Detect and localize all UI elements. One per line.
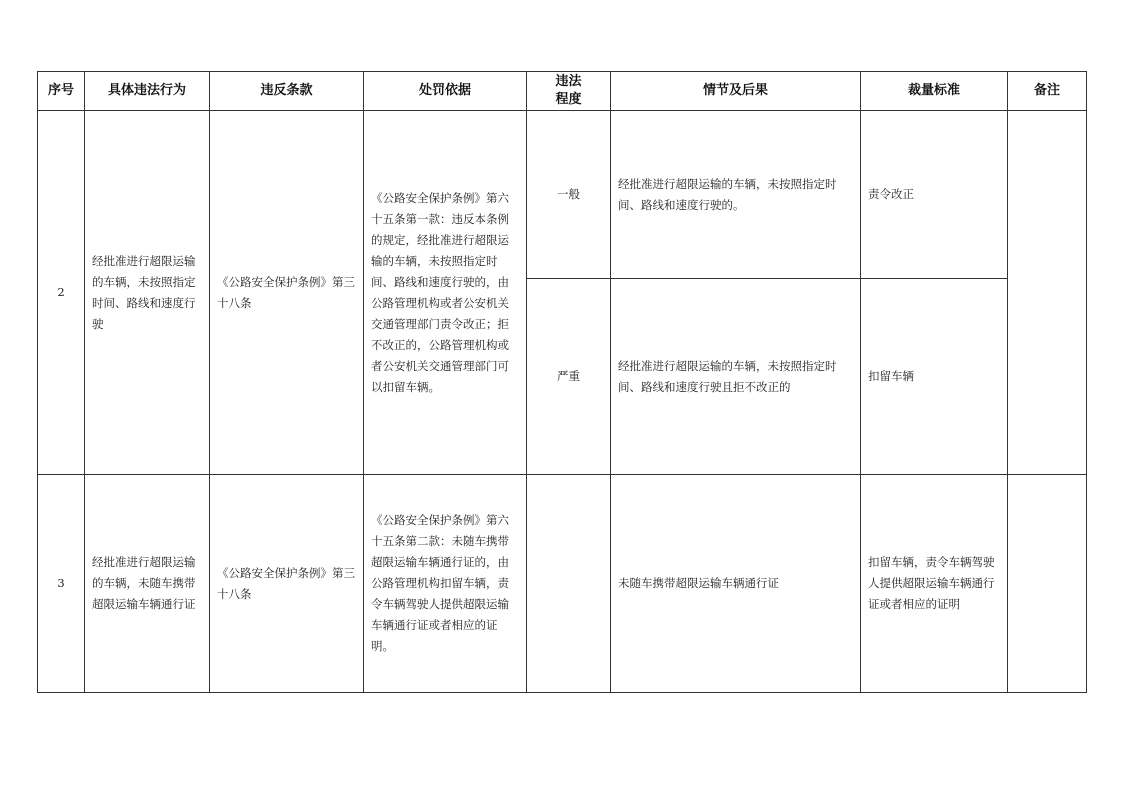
header-standard: 裁量标准 <box>861 72 1008 111</box>
row-basis: 《公路安全保护条例》第六十五条第二款：未随车携带超限运输车辆通行证的，由公路管理机构扣留车辆，责令车辆驾驶人提供超限运输车辆通行证或者相应的证明。 <box>364 475 527 693</box>
header-clause: 违反条款 <box>210 72 364 111</box>
row-degree: 一般 <box>527 111 611 279</box>
row-behavior: 经批准进行超限运输的车辆，未按照指定时间、路线和速度行驶 <box>85 111 210 475</box>
header-seq: 序号 <box>38 72 85 111</box>
header-degree-line1: 违法 <box>555 74 582 89</box>
row-standard: 扣留车辆，责令车辆驾驶人提供超限运输车辆通行证或者相应的证明 <box>861 475 1008 693</box>
header-degree-line2: 程度 <box>555 92 582 107</box>
row-degree: 严重 <box>527 279 611 475</box>
header-row <box>38 72 1087 111</box>
row-basis: 《公路安全保护条例》第六十五条第一款：违反本条例的规定，经批准进行超限运输的车辆，未按照指定时间、路线和速度行驶的，由公路管理机构或者公安机关交通管理部门责令改正；拒不改正的，公路管理机构或者公安机关交通管理部门可以扣留车辆。 <box>364 111 527 475</box>
row-standard: 责令改正 <box>861 111 1008 279</box>
row-circumstances: 经批准进行超限运输的车辆，未按照指定时间、路线和速度行驶的。 <box>611 111 861 279</box>
row-remarks <box>1008 475 1087 693</box>
header-degree <box>527 72 611 111</box>
row-circumstances: 经批准进行超限运输的车辆，未按照指定时间、路线和速度行驶且拒不改正的 <box>611 279 861 475</box>
header-basis: 处罚依据 <box>364 72 527 111</box>
row-clause: 《公路安全保护条例》第三十八条 <box>210 111 364 475</box>
row-standard: 扣留车辆 <box>861 279 1008 475</box>
header-behavior: 具体违法行为 <box>85 72 210 111</box>
row-behavior: 经批准进行超限运输的车辆，未随车携带超限运输车辆通行证 <box>85 475 210 693</box>
row-degree <box>527 475 611 693</box>
penalty-discretion-table <box>37 71 1087 693</box>
row-remarks <box>1008 111 1087 475</box>
row-circumstances: 未随车携带超限运输车辆通行证 <box>611 475 861 693</box>
table-row <box>38 475 1087 693</box>
header-remarks: 备注 <box>1008 72 1087 111</box>
row-seq: 3 <box>38 475 85 693</box>
row-seq: 2 <box>38 111 85 475</box>
table-row <box>38 111 1087 279</box>
row-clause: 《公路安全保护条例》第三十八条 <box>210 475 364 693</box>
header-circumstances: 情节及后果 <box>611 72 861 111</box>
